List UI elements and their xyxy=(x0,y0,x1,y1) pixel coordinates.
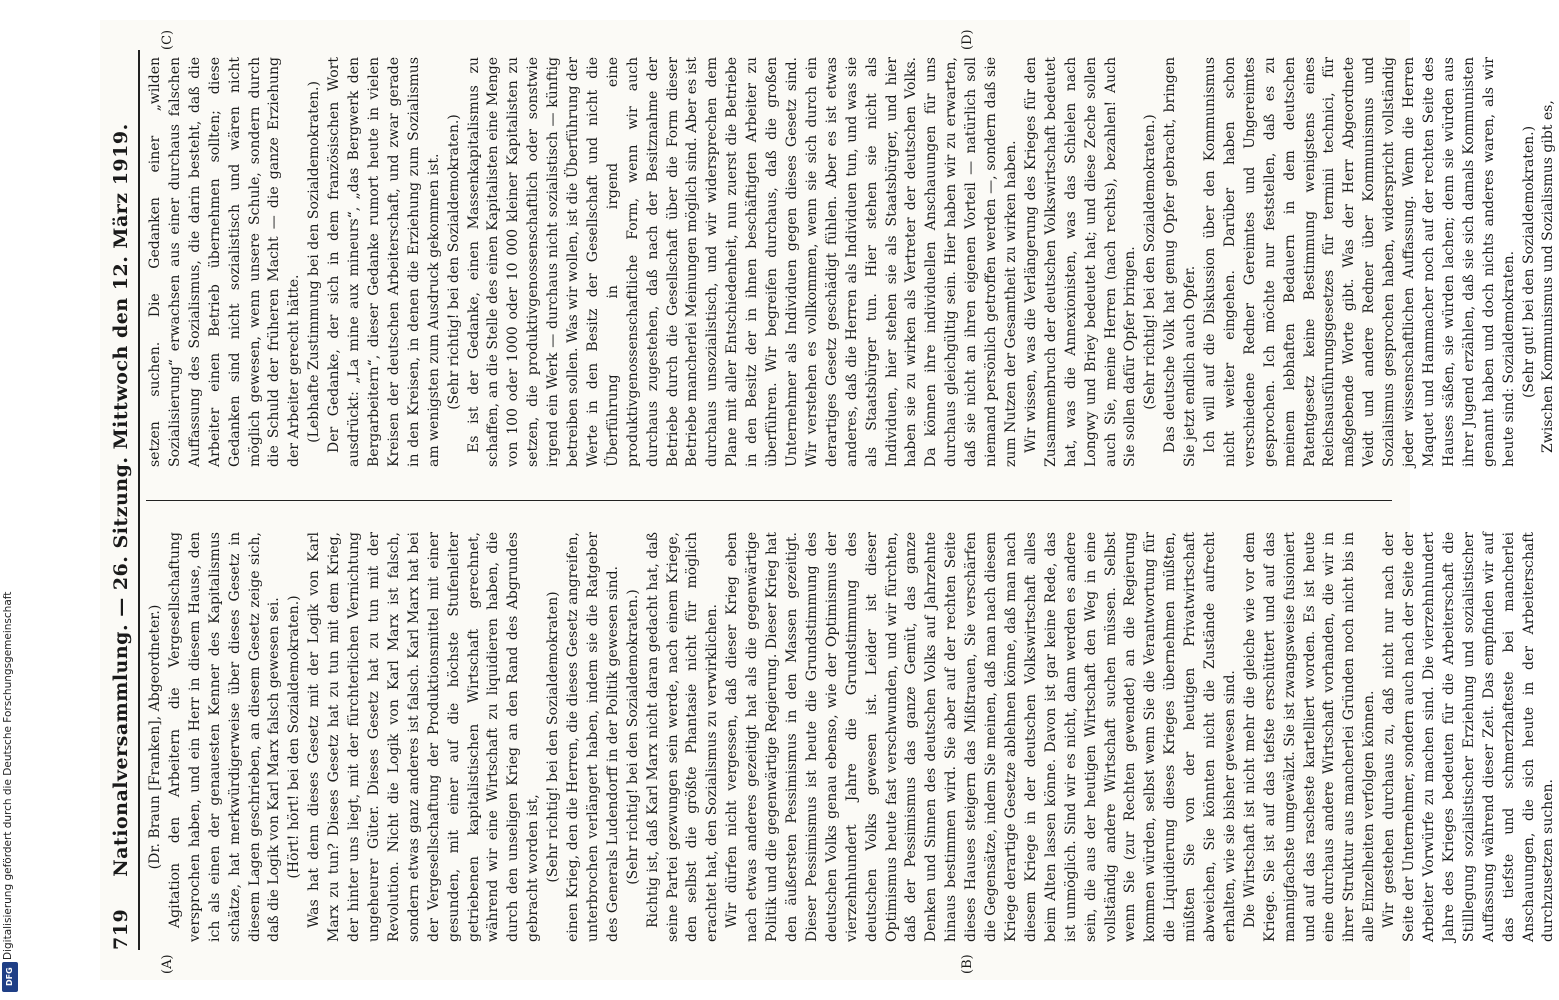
paragraph: Wir wissen, was die Verlängerung des Krieges für den Zusammenbruch der deutschen Volkswirtschaft bedeutet hat, was die Annexionisten, was das Schielen nach Longwy und Briey bedeutet hat; und diese Zeche sollen auch Sie, meine Herren (nach rechts), bezahlen! Auch Sie sollen dafür Opfer bringen. xyxy=(1022,57,1139,467)
interjection: (Sehr richtig! bei den Sozialdemokraten.) xyxy=(445,114,462,410)
dfg-logo: DFG xyxy=(2,962,18,992)
paragraph: setzen suchen. Die Gedanken einer „wilden Sozialisierung“ erwachsen aus einer durchaus falschen Auffassung des Sozialismus, die darin besteht, daß die Arbeiter einen Betrieb übernehmen sollten; diese Gedanken sind nicht sozialistisch und wären nicht möglich gewesen, wenn unsere Schule, sondern durch die Schuld der früheren Macht — die ganze Erziehung der Arbeiter gerecht hätte. xyxy=(147,57,303,467)
page-header xyxy=(108,50,140,950)
interjection: (Lebhafte Zustimmung bei den Sozialdemokraten.) xyxy=(306,81,323,443)
page-content xyxy=(100,20,1557,980)
digitization-sidebar xyxy=(0,0,22,1000)
paragraph: Was hat denn dieses Gesetz mit der Logik von Karl Marx zu tun? Dieses Gesetz hat zu tun mit dem Krieg, der hinter uns liegt, mit der fürchterlichen Vernichtung ungeheurer Güter. Dieses Gesetz hat zu tun mit der Revolution. Nicht die Logik von Karl Marx ist falsch, sondern etwas ganz anderes ist falsch. Karl Marx hat bei der Vergesellschaftung der Produktionsmittel mit einer gesunden, mit einer auf die höchste Stufenleiter getriebenen kapitalistischen Wirtschaft gerechnet, während wir eine Wirtschaft zu liquidieren haben, die durch den unseligen Krieg an den Rand des Abgrundes gebracht worden ist, xyxy=(306,532,542,942)
paragraph: Zwischen Kommunismus und Sozialismus gibt es, xyxy=(1540,100,1557,453)
paragraph: Der Gedanke, der sich in dem französischen Wort ausdrückt: „La mine aux mineurs“, „das Bergwerk den Bergarbeitern“, dieser Gedanke rumort heute in vielen Kreisen der deutschen Arbeiterschaft, und zwar gerade in den Kreisen, in denen die Erziehung zum Sozialismus am wenigsten zum Ausdruck gekommen ist. xyxy=(326,57,442,467)
paragraph: Ich will auf die Diskussion über den Kommunismus nicht weiter eingehen. Darüber haben schon verschiedene Redner Gereimtes und Ungereimtes gesprochen. Ich möchte nur feststellen, daß es zu meinem lebhaften Bedauern in dem deutschen Patentgesetz keine Bestimmung wenigstens eines Reichsausführungsgesetzes für termini technici, für maßgebende Worte gibt. Was der Herr Abgeordnete Veidt und andere Redner über Kommunismus und Sozialismus gesprochen haben, widerspricht vollständig jeder wissenschaftlichen Auffassung. Wenn die Herren Maquet und Hammacher noch auf der rechten Seite des Hauses säßen, sie würden lachen; denn sie würden aus ihrer Jugend erzählen, daß sie sich damals Kommunisten genannt haben und doch nichts anderes waren, als wir heute sind: Sozialdemokraten. xyxy=(1202,57,1517,467)
funding-note: Digitalisierung gefördert durch die Deutsche Forschungsgemeinschaft xyxy=(2,591,14,960)
interjection: (Sehr richtig! bei den Sozialdemokraten) xyxy=(545,591,562,883)
interjection: (Sehr richtig! bei den Sozialdemokraten.) xyxy=(1142,114,1159,410)
scanned-page xyxy=(100,20,1557,980)
column-divider xyxy=(146,500,1392,501)
interjection: (Dr. Braun [Franken], Abgeordneter.) xyxy=(147,604,163,870)
paragraph: Das deutsche Volk hat genug Opfer gebracht, bringen Sie jetzt endlich auch Opfer. xyxy=(1162,57,1199,467)
paragraph: einen Krieg, den die Herren, die dieses Gesetz angreifen, unterbrochen verlängert haben, indem sie die Ratgeber des Generals Ludendorff in der Politik gewesen sind. xyxy=(565,532,621,942)
margin-mark-d: (D) xyxy=(960,29,975,50)
interjection: (Sehr richtig! bei den Sozialdemokraten.) xyxy=(624,589,641,885)
margin-mark-a: (A) xyxy=(160,954,175,974)
paragraph: Es ist der Gedanke, einen Massenkapitalismus zu schaffen, an die Stelle des einen Kapitalisten eine Menge von 100 oder 1000 oder 10 000 kleiner Kapitalisten zu setzen, die produktivgenossenschaftlich oder sonstwie irgend ein Werk — durchaus nicht sozialistisch — künftig betreiben sollen. Was wir wollen, ist die Überführung der Werte in den Besitz der Gesellschaft und nicht die Überführung in irgend eine produktivgenossenschaftliche Form, wenn wir auch durchaus zugestehen, daß nach der Besitznahme der Betriebe durch die Gesellschaft über die Form dieser Betriebe mancherlei Meinungen möglich sind. Aber es ist durchaus unsozialistisch, und wir widersprechen dem Plane mit aller Entschiedenheit, nun zuerst die Betriebe in den Besitz der in ihnen beschäftigten Arbeiter zu überführen. Wir begreifen durchaus, daß die großen Unternehmer als Individuen gegen dieses Gesetz sind. Wir verstehen es vollkommen, wenn sie sich durch ein derartiges Gesetz geschädigt fühlen. Aber es ist etwas anderes, daß die Herren als Individuen tun, und was sie als Staatsbürger tun. Hier stehen sie nicht als Individuen, hier stehen sie als Staatsbürger, und hier haben sie zu wirken als Vertreter der deutschen Volks. Da können ihre individuellen Anschauungen für uns durchaus gleichgültig sein. Hier haben wir zu erwarten, daß sie nicht an ihren eigenen Vorteil — natürlich soll niemand persönlich getroffen werden —, sondern daß sie zum Nutzen der Gesamtheit zu wirken haben. xyxy=(465,57,1019,467)
paragraph: Wir dürfen nicht vergessen, daß dieser Krieg eben nach etwas anderes gezeitigt hat als die gegenwärtige Politik und die gegenwärtige Regierung. Dieser Krieg hat den äußersten Pessimismus in den Massen gezeitigt. Dieser Pessimismus ist heute die Grundstimmung des deutschen Volks genau ebenso, wie der Optimismus der vierzehnhundert Jahre die Grundstimmung des deutschen Volks gewesen ist. Leider ist dieser Optimismus heute fast verschwunden, und wir fürchten, daß der Pessimismus das ganze Gemüt, das ganze Denken und Sinnen des deutschen Volks auf Jahrzehnte hinaus bestimmen wird. Sie aber auf der rechten Seite dieses Hauses steigern das Mißtrauen, Sie verschärfen die Gegensätze, indem Sie meinen, daß man nach diesem Kriege derartige Gesetze ablehnen könne, daß man nach diesem Kriege in der deutschen Volkswirtschaft alles beim Alten lassen könne. Davon ist gar keine Rede, das ist unmöglich. Sind wir es nicht, dann werden es andere sein, die aus der heutigen Wirtschaft den Weg in eine vollständig andere Wirtschaft suchen müssen. Selbst wenn Sie (zur Rechten gewendet) an die Regierung kommen würden, selbst wenn Sie die Verantwortung für die Liquidierung dieses Krieges übernehmen müßten, müßten Sie von der heutigen Privatwirtschaft abweichen, Sie könnten nicht die Zustände aufrecht erhalten, wie sie bisher gewesen sind. xyxy=(724,532,1238,942)
running-title: Nationalversammlung. — 26. Sitzung. Mittwoch den 12. März 1919. xyxy=(110,123,132,877)
right-column xyxy=(146,57,1557,467)
margin-mark-b: (B) xyxy=(960,954,975,974)
paragraph: Wir gestehen durchaus zu, daß nicht nur nach der Seite der Unternehmer, sondern auch nach der Seite der Arbeiter Vorwürfe zu machen sind. Die vierzehnhundert Jahre des Krieges bedeuten für die Arbeiterschaft die Stilllegung sozialistischer Erziehung und sozialistischer Auffassung während dieser Zeit. Das empfinden wir auf das tiefste und schmerzhafteste bei mancherlei Anschauungen, die sich heute in der Arbeiterschaft durchzusetzen suchen. xyxy=(1381,532,1557,942)
interjection: (Hört! hört! bei den Sozialdemokraten.) xyxy=(286,595,303,879)
paragraph: Agitation den Arbeitern die Vergesellschaftung versprochen haben, und ein Herr in diesem Hause, den ich als einen der genauesten Kenner des Kapitalismus schätze, hat merkwürdigerweise über dieses Gesetz in diesem Lagen geschrieben, an diesem Gesetz zeige sich, daß die Logik von Karl Marx falsch gewesen sei. xyxy=(166,532,283,942)
interjection: (Sehr gut! bei den Sozialdemokraten.) xyxy=(1520,125,1537,399)
paragraph: Die Wirtschaft ist nicht mehr die gleiche wie vor dem Kriege. Sie ist auf das tiefste erschüttert und auf das mannigfachste umgewälzt. Sie ist zwangsweise fusioniert und auf das rascheste kartelliert worden. Es ist heute eine durchaus andere Wirtschaft vorhanden, die wir in ihrer Struktur aus mancherlei Gründen noch nicht bis in alle Einzelheiten verfolgen können. xyxy=(1241,532,1378,942)
paragraph: Richtig ist, daß Karl Marx nicht daran gedacht hat, daß seine Partei gezwungen sein werde, nach einem Kriege, den selbst die größte Phantasie nicht für möglich erachtet hat, den Sozialismus zu verwirklichen. xyxy=(644,532,721,942)
page-number: 719 xyxy=(110,908,132,950)
margin-mark-c: (C) xyxy=(160,29,175,50)
left-column xyxy=(146,532,1557,942)
